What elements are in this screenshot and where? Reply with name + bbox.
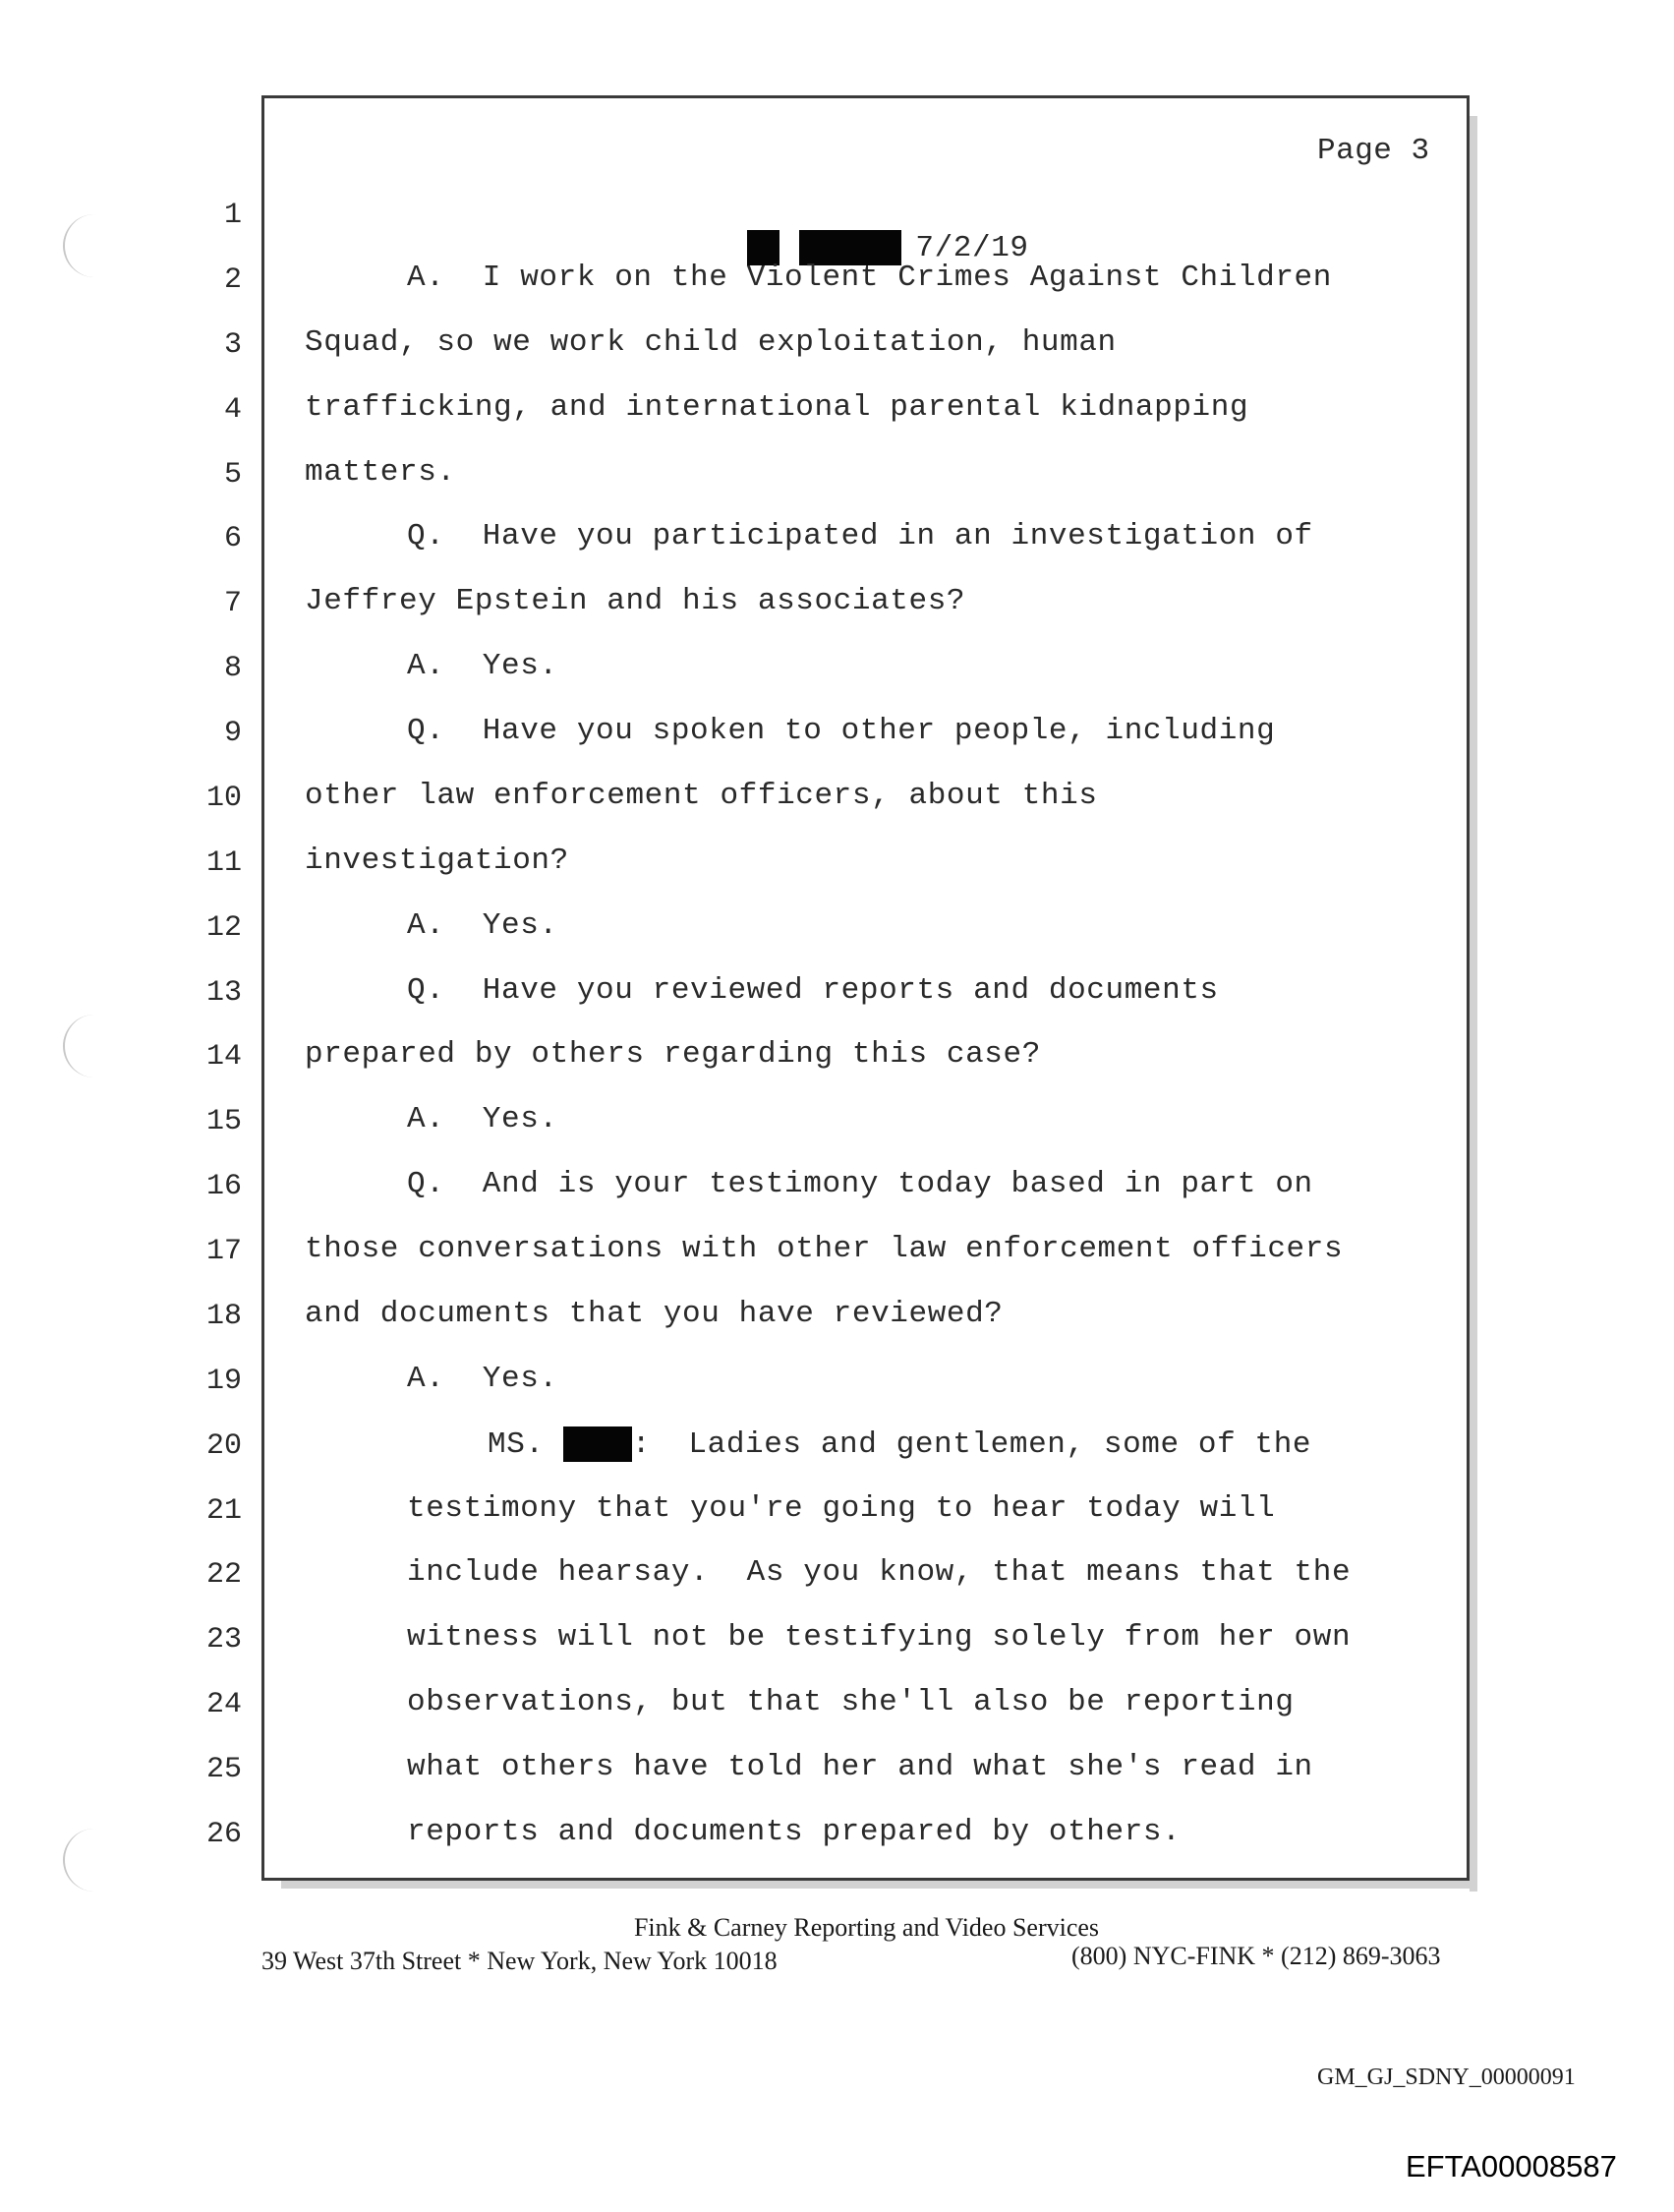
line-number: 19	[205, 1365, 242, 1398]
transcript-line: trafficking, and international parental kidnapping	[305, 390, 1249, 425]
transcript-line: Q. And is your testimony today based in part on	[407, 1167, 1313, 1201]
line-number: 5	[223, 458, 242, 492]
line-number: 22	[205, 1558, 242, 1592]
footer-address: 39 West 37th Street * New York, New York 10018	[261, 1947, 778, 1975]
line-number: 4	[223, 393, 242, 427]
transcript-line: A. Yes.	[407, 908, 558, 943]
transcript-line	[488, 1426, 1311, 1462]
transcript-line: reports and documents prepared by others.	[407, 1815, 1182, 1849]
transcript-line: witness will not be testifying solely from her own	[407, 1620, 1352, 1655]
line-number: 8	[223, 652, 242, 685]
line-number: 7	[223, 587, 242, 620]
transcript-header	[710, 196, 1029, 265]
redaction-block	[563, 1426, 632, 1462]
line-number: 11	[205, 846, 242, 880]
transcript-line: testimony that you're going to hear today will	[407, 1491, 1276, 1526]
line-number: 12	[205, 911, 242, 945]
line-number: 14	[205, 1040, 242, 1074]
binder-hole-mark	[63, 214, 94, 277]
line-number: 10	[205, 782, 242, 815]
binder-hole-mark	[63, 1015, 94, 1077]
line-number: 20	[205, 1429, 242, 1463]
binder-hole-mark	[63, 1829, 94, 1892]
frame-shadow-right	[1470, 116, 1477, 1892]
transcript-line: matters.	[305, 455, 456, 490]
line-number: 6	[223, 522, 242, 555]
line-number: 2	[223, 263, 242, 297]
transcript-line: Q. Have you participated in an investigation of	[407, 519, 1313, 553]
page-label: Page 3	[1317, 134, 1430, 168]
transcript-line: Jeffrey Epstein and his associates?	[305, 584, 966, 618]
transcript-line: prepared by others regarding this case?	[305, 1037, 1041, 1072]
footer-phone: (800) NYC-FINK * (212) 869-3063	[1071, 1942, 1441, 1970]
transcript-line: Q. Have you reviewed reports and documents	[407, 973, 1219, 1008]
speaker-statement: : Ladies and gentlemen, some of the	[631, 1427, 1312, 1463]
line-number: 25	[205, 1753, 242, 1786]
transcript-line: observations, but that she'll also be reporting	[407, 1685, 1295, 1719]
transcript-line: A. Yes.	[407, 649, 558, 683]
bates-number: GM_GJ_SDNY_00000091	[1317, 2065, 1576, 2090]
speaker-prefix: MS.	[488, 1427, 545, 1463]
footer-company: Fink & Carney Reporting and Video Services	[633, 1913, 1100, 1942]
transcript-line: A. I work on the Violent Crimes Against Children	[407, 261, 1332, 295]
transcript-line: A. Yes.	[407, 1362, 558, 1396]
transcript-line: Q. Have you spoken to other people, including	[407, 714, 1276, 748]
line-number: 9	[223, 717, 242, 750]
transcript-line: Squad, so we work child exploitation, human	[305, 325, 1117, 360]
transcript-line: include hearsay. As you know, that means that the	[407, 1555, 1352, 1590]
line-number: 17	[205, 1235, 242, 1268]
line-number: 1	[223, 199, 242, 232]
transcript-line: and documents that you have reviewed?	[305, 1297, 1004, 1331]
line-number: 3	[223, 328, 242, 362]
transcript-line: A. Yes.	[407, 1102, 558, 1136]
header-date: 7/2/19	[915, 231, 1029, 266]
line-number: 23	[205, 1623, 242, 1657]
transcript-line: other law enforcement officers, about this	[305, 779, 1098, 813]
line-number: 21	[205, 1494, 242, 1528]
transcript-line: those conversations with other law enforcement officers	[305, 1232, 1344, 1266]
frame-shadow-bottom	[281, 1881, 1477, 1889]
line-number: 24	[205, 1688, 242, 1721]
line-number: 13	[205, 976, 242, 1010]
line-number: 26	[205, 1818, 242, 1851]
line-number: 16	[205, 1170, 242, 1203]
transcript-line: investigation?	[305, 844, 569, 878]
line-number: 15	[205, 1105, 242, 1138]
line-number: 18	[205, 1300, 242, 1333]
transcript-line: what others have told her and what she's read in	[407, 1750, 1313, 1784]
efta-number: EFTA00008587	[1406, 2149, 1617, 2183]
